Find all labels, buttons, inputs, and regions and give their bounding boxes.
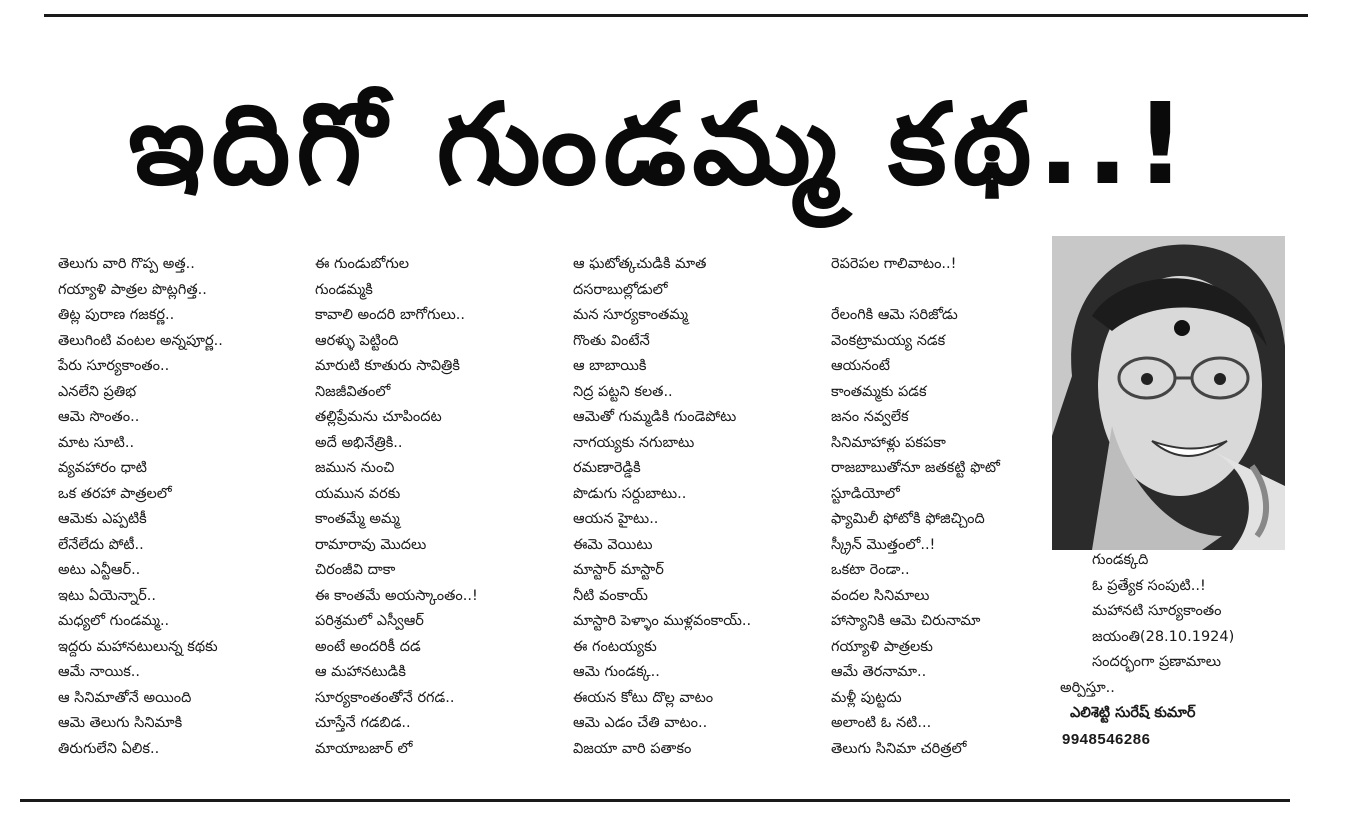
poem-line: నీటి వంకాయ్ [573,587,648,604]
poem-line: రామారావు మొదలు [315,536,427,553]
poem-line: అటు ఎన్టీఆర్.. [58,562,141,578]
poem-line: ఎనలేని ప్రతిభ [58,383,137,400]
poem-line: ఇటు ఏయెన్నార్.. [58,587,156,604]
poem-line: యమున వరకు [315,485,401,502]
byline-block [1060,548,1235,752]
poem-line: చిరంజీవి దాకా [315,562,396,578]
poem-line: ఆయనంటే [831,358,890,374]
poem-line: ఆయన హైటు.. [573,511,659,527]
poem-line: నిద్ర పట్టని కలత.. [573,383,673,400]
poem-line: ఒక తరహా పాత్రలలో [58,485,172,502]
poem-line: ఆమె సొంతం.. [58,409,140,425]
poem-line: వందల సినిమాలు [831,587,930,604]
poem-column-4 [831,252,1000,762]
poem-column-2 [315,252,478,762]
poem-line: వ్యవహారం ధాటి [58,460,147,476]
poem-line: హాస్యానికి ఆమె చిరునామా [831,613,981,629]
poem-line: తిట్ల పురాణ గజకర్ణ.. [58,307,175,323]
poem-line: మారుటి కూతురు సావిత్రికి [315,358,460,374]
poem-line: మాస్టారి పెళ్ళాం ముళ్లవంకాయ్.. [573,613,752,629]
poem-line: తల్లిప్రేమను చూపిందట [315,409,442,425]
aside-line: గుండక్కది [1092,552,1149,568]
poem-line: ఆమెకు ఎప్పటికీ [58,511,147,527]
poem-line: ఆ మహానటుడికి [315,664,406,680]
poem-line: ఈ గంటయ్యకు [573,638,657,655]
poem-line: మాట సూటి.. [58,434,135,451]
poem-line: అదే అభినేత్రికి.. [315,434,403,451]
aside-line: అర్పిస్తూ.. [1060,679,1115,696]
poem-line: ఫ్యామిలీ ఫోటోకి ఫోజిచ్చింది [831,511,985,527]
portrait-image [1052,236,1285,550]
poem-line: రెపరెపల గాలివాటం..! [831,256,957,272]
poem-line: ఆమె ఎడం చేతి వాటం.. [573,715,708,731]
poem-column-1 [58,252,223,762]
poem-line: కాంతమ్మకు పడక [831,383,927,400]
poem-line: పొడుగు సర్దుబాటు.. [573,485,687,502]
poem-line: రమణారెడ్డికి [573,460,641,476]
bottom-rule [20,799,1290,802]
poem-line: అలాంటి ఓ నటి... [831,715,932,731]
poem-line: ఆ బాబాయికి [573,358,647,374]
poem-line: తెలుగు వారి గొప్ప అత్త.. [58,256,195,272]
poem-line: ఆమే నాయిక.. [58,664,141,680]
poem-line: ఆమె తెలుగు సినిమాకి [58,715,183,731]
poem-line: గయ్యాళి పాత్రల పొట్లగిత్త.. [58,281,207,298]
poem-line: ఆమె గుండక్క.. [573,664,660,680]
poem-line: చూస్తేనే గడబిడ.. [315,715,411,731]
poem-line: తెలుగు సినిమా చరిత్రలో [831,740,967,757]
poem-line: ఒకటా రెండా.. [831,562,910,578]
poem-line: జనం నవ్వలేక [831,409,909,425]
poem-line: అంటే అందరికీ దడ [315,638,421,655]
poem-line: తెలుగింటి వంటల అన్నపూర్ణ.. [58,332,223,349]
poem-line: జమున నుంచి [315,460,395,476]
poem-line [831,278,1000,304]
poem-line: మాస్టార్ మాస్టార్ [573,562,664,578]
poem-line: విజయా వారి పతాకం [573,740,692,757]
poem-line: గుండమ్మకి [315,281,373,298]
poem-line: రాజబాబుతోనూ జతకట్టి ఫొటో [831,460,1000,476]
poem-line: స్టూడియోలో [831,485,900,502]
poem-line: ఈమె వెయిటు [573,536,653,553]
poem-line: దసరాబుల్లోడులో [573,281,668,298]
poem-line: వెంకట్రామయ్య నడక [831,332,946,349]
poem-line: ఆ ఘటోత్కచుడికి మాత [573,256,707,272]
headline: ఇదిగో గుండమ్మ కథ..! [128,80,1192,210]
poem-line: ఇద్దరు మహానటులున్న కథకు [58,638,218,655]
poem-line: ఈ కాంతమే అయస్కాంతం..! [315,587,478,604]
aside-line: జయంతి(28.10.1924) [1092,628,1235,645]
poem-line: మళ్లీ పుట్టదు [831,689,902,706]
poem-line: గయ్యాళి పాత్రలకు [831,638,933,655]
poem-line: మాయాబజార్ లో [315,740,413,757]
aside-line: సందర్భంగా ప్రణామాలు [1092,654,1222,670]
poem-line: స్క్రీన్ మొత్తంలో..! [831,536,936,553]
poem-line: తిరుగులేని ఏలిక.. [58,740,160,757]
poem-line: ఈయన కోటు దొల్ల వాటం [573,689,714,706]
author-phone: 9948546286 [1062,730,1151,748]
poem-line: సూర్యకాంతంతోనే రగడ.. [315,689,455,706]
aside-line: మహానటి సూర్యకాంతం [1092,603,1222,619]
poem-line: ఆమెతో గుమ్మడికి గుండెపోటు [573,409,737,425]
poem-line: నాగయ్యకు నగుబాటు [573,434,695,451]
poem-line: కావాలి అందరి బాగోగులు.. [315,307,466,323]
poem-line: పరిశ్రమలో ఎస్వీఆర్ [315,613,424,629]
poem-line: సినిమాహాళ్లు పకపకా [831,434,946,451]
poem-line: ఆరళ్ళు పెట్టింది [315,332,399,349]
aside-line: ఓ ప్రత్యేక సంపుటి..! [1092,577,1206,594]
poem-line: లేనేలేదు పోటీ.. [58,536,144,553]
poem-line: ఆ సినిమాతోనే అయింది [58,689,192,706]
portrait-photo [1052,236,1285,550]
poem-line: నిజజీవితంలో [315,383,391,400]
poem-line: మధ్యలో గుండమ్మ.. [58,613,170,629]
poem-line: మన సూర్యకాంతమ్మ [573,307,689,323]
poem-line: గొంతు వింటేనే [573,332,650,349]
poem-line: కాంతమ్మే అమ్మ [315,511,400,527]
poem-line: ఈ గుండుబోగుల [315,256,410,272]
author-name: ఎలిశెట్టి సురేష్ కుమార్ [1070,705,1196,721]
top-rule [44,14,1308,17]
poem-line: రేలంగికి ఆమె సరిజోడు [831,307,958,323]
poem-line: పేరు సూర్యకాంతం.. [58,358,170,374]
poem-line: ఆమే తెరనామా.. [831,664,927,680]
poem-column-3 [573,252,751,762]
